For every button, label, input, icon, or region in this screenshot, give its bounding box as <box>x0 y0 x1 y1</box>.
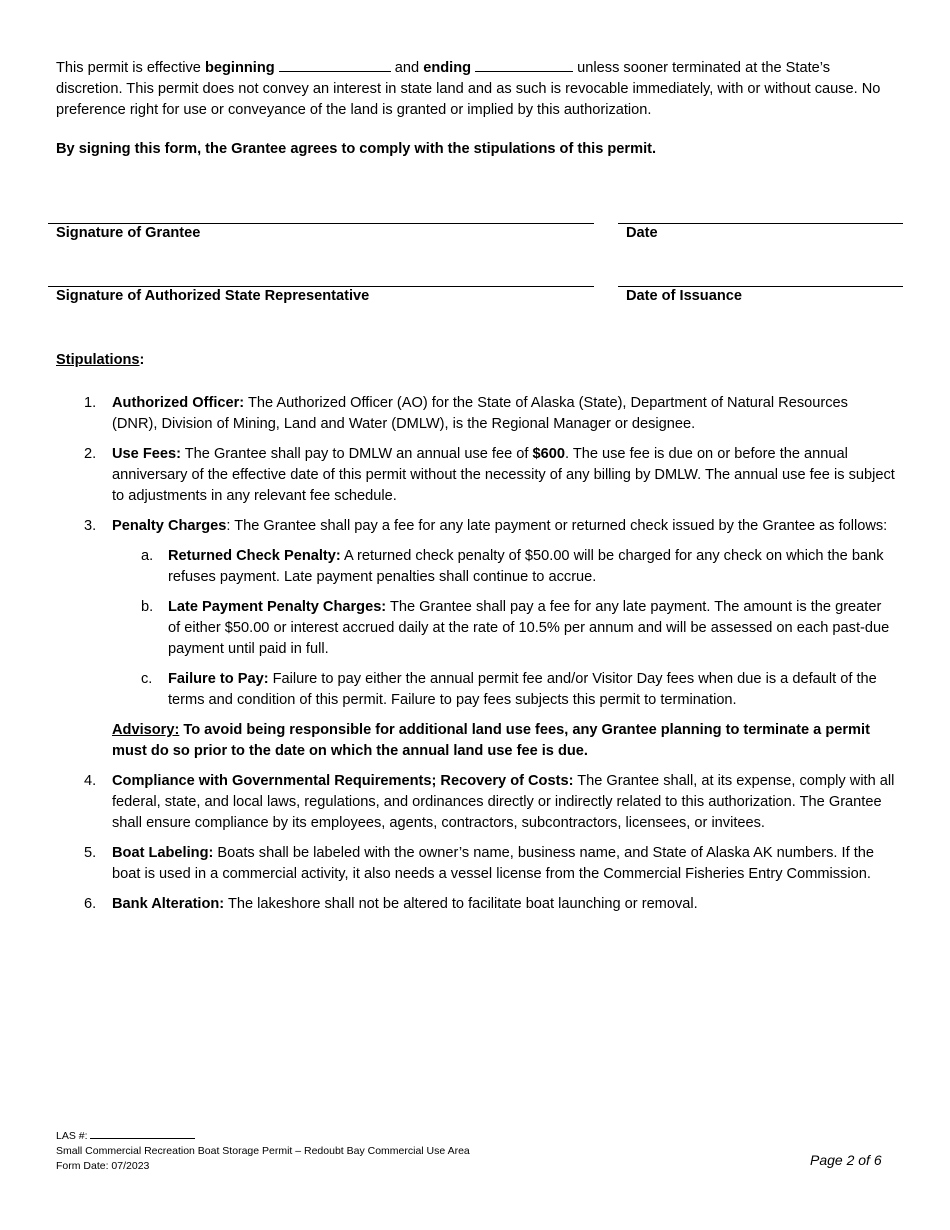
grantee-date-line[interactable] <box>618 223 903 224</box>
list-item: a. Returned Check Penalty: A returned check penalty of $50.00 will be charged for any check on which the bank refuses payment. Late payment penalties shall continue to accrue. <box>141 548 884 585</box>
list-item: c. Failure to Pay: Failure to pay either the annual permit fee and/or Visitor Day fees when due is a default of the terms and condition of this permit. Failure to pay fees subjects this permit to termination. <box>141 671 877 708</box>
ending-label: ending <box>423 60 472 76</box>
state-rep-signature-label: Signature of Authorized State Representative <box>56 288 370 304</box>
las-number-blank[interactable] <box>90 1128 195 1139</box>
page-footer <box>56 1128 470 1174</box>
stipulations-heading: Stipulations: <box>56 352 145 368</box>
intro-text-2: and <box>390 60 424 76</box>
ending-date-blank[interactable] <box>475 56 573 72</box>
intro-text-1: This permit is effective <box>56 60 205 76</box>
list-item: 2. Use Fees: The Grantee shall pay to DMLW an annual use fee of $600. The use fee is due on or before the annual anniversary of the effective date of this permit without the necessity of any billing by DMLW. The annual use fee is subject to adjustments in any relevant fee schedule. <box>84 446 895 504</box>
list-item: 6. Bank Alteration: The lakeshore shall not be altered to facilitate boat launching or removal. <box>84 896 698 912</box>
list-item: b. Late Payment Penalty Charges: The Grantee shall pay a fee for any late payment. The amount is the greater of either $50.00 or interest accrued daily at the rate of 10.5% per annum and will be assessed on each past-due payment until paid in full. <box>141 599 890 657</box>
agreement-statement: By signing this form, the Grantee agrees to comply with the stipulations of this permit. <box>56 141 657 157</box>
stipulations-list <box>56 393 896 924</box>
list-item: 4. Compliance with Governmental Requirements; Recovery of Costs: The Grantee shall, at its expense, comply with all federal, state, and local laws, regulations, and ordinances directly or indirectly related to this authorization. The Grantee shall ensure compliance by its employees, agents, contractors, subcontractors, licensees, or invitees. <box>84 773 895 831</box>
list-item: 1. Authorized Officer: The Authorized Officer (AO) for the State of Alaska (State), Department of Natural Resources (DNR), Division of Mining, Land and Water (DMLW), is the Regional Manager or designee. <box>84 395 848 432</box>
list-item: 5. Boat Labeling: Boats shall be labeled with the owner’s name, business name, and State of Alaska AK numbers. If the boat is used in a commercial activity, it also needs a vessel license from the Commercial Fisheries Entry Commission. <box>84 845 874 882</box>
las-number-field: LAS #: <box>56 1128 470 1144</box>
grantee-date-label: Date <box>626 225 658 241</box>
list-item: 3. Penalty Charges: The Grantee shall pay a fee for any late payment or returned check issued by the Grantee as follows: a. Returned Check Penalty: A returned check penalty of $50.00 will be charged for any check on which the bank refuses payment. Late payment penalties shall continue to accrue. b. Late Payment Penalty Charges: The Grantee shall pay a fee for any late payment. The amount is the greater of either $50.00 or interest accrued daily at the rate of 10.5% per annum and will be assessed on each past-due payment until paid in full. c. Failure to Pay: Failure to pay either the annual permit fee and/or Visitor Day fees when due is a default of the terms and condition of this permit. Failure to pay fees subjects this permit to termination. Advisory: To avoid being responsible for additional land use fees, any Grantee planning to terminate a permit must do so prior to the date on which the annual land use fee is due. <box>56 516 896 762</box>
use-fee-amount: $600 <box>532 446 565 462</box>
page-number: Page 2 of 6 <box>810 1152 882 1168</box>
beginning-date-blank[interactable] <box>279 56 391 72</box>
beginning-label: beginning <box>204 60 275 76</box>
advisory-note: Advisory: To avoid being responsible for additional land use fees, any Grantee planning to terminate a permit must do so prior to the date on which the annual land use fee is due. <box>112 722 870 759</box>
intro-text-3: unless sooner terminated at the State’s discretion. This permit does not convey an interest in state land and as such is revocable immediately, with or without cause. No preference right for use or conveyance of the land is granted or implied by this authorization. <box>56 60 881 118</box>
permit-effective-paragraph <box>56 56 896 121</box>
form-title: Small Commercial Recreation Boat Storage Permit – Redoubt Bay Commercial Use Area <box>56 1145 470 1157</box>
issuance-date-label: Date of Issuance <box>626 288 742 304</box>
form-date: Form Date: 07/2023 <box>56 1160 150 1172</box>
grantee-signature-label: Signature of Grantee <box>56 225 201 241</box>
penalty-sublist <box>112 546 896 711</box>
